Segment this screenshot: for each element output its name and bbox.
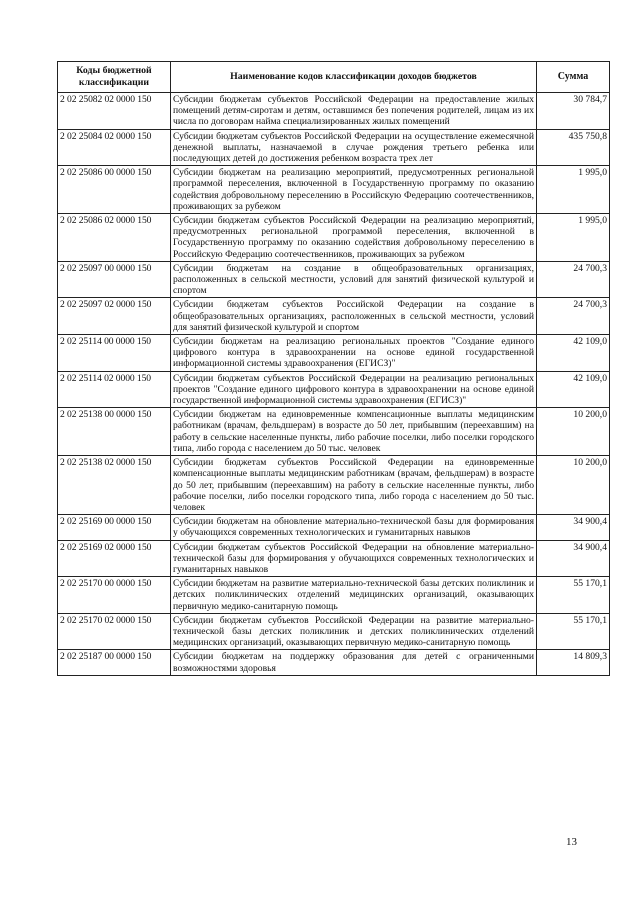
table-row: [58, 129, 610, 166]
cell-amount: 34 900,4: [537, 540, 610, 577]
cell-amount: 34 900,4: [537, 515, 610, 540]
cell-code: 2 02 25169 02 0000 150: [58, 540, 171, 577]
cell-amount: 24 700,3: [537, 261, 610, 298]
cell-name: Субсидии бюджетам на реализацию региональных проектов "Создание единого цифрового контура в здравоохранении на основе единой государственной информационной системы здравоохранения (ЕГИСЗ)": [171, 335, 537, 372]
cell-code: 2 02 25097 02 0000 150: [58, 298, 171, 335]
cell-amount: 10 200,0: [537, 456, 610, 515]
table-header-row: [58, 62, 610, 93]
cell-name: Субсидии бюджетам на единовременные компенсационные выплаты медицинским работникам (врачам, фельдшерам) в возрасте до 50 лет, прибывшим (переехавшим) на работу в сельские населенные пункты, либо рабочие поселки, либо поселки городского типа, либо города с населением до 50 тыс. человек: [171, 408, 537, 456]
table-row: [58, 93, 610, 130]
cell-code: 2 02 25097 00 0000 150: [58, 261, 171, 298]
cell-name: Субсидии бюджетам на создание в общеобразовательных организациях, расположенных в сельской местности, условий для занятий физической культурой и спортом: [171, 261, 537, 298]
cell-name: Субсидии бюджетам на поддержку образования для детей с ограниченными возможностями здоровья: [171, 650, 537, 675]
table-row: [58, 214, 610, 262]
cell-code: 2 02 25138 02 0000 150: [58, 456, 171, 515]
cell-name: Субсидии бюджетам на обновление материально-технической базы для формирования у обучающихся современных технологических и гуманитарных навыков: [171, 515, 537, 540]
cell-name: Субсидии бюджетам субъектов Российской Федерации на предоставление жилых помещений детям-сиротам и детям, оставшимся без попечения родителей, лицам из их числа по договорам найма специализированных жилых помещений: [171, 93, 537, 130]
table-body: [58, 93, 610, 676]
table-row: [58, 613, 610, 650]
cell-amount: 10 200,0: [537, 408, 610, 456]
cell-name: Субсидии бюджетам субъектов Российской Федерации на реализацию региональных проектов "Создание единого цифрового контура в здравоохранении на основе единой государственной информационной системы здравоохранения (ЕГИСЗ)": [171, 371, 537, 408]
cell-amount: 1 995,0: [537, 166, 610, 214]
cell-name: Субсидии бюджетам субъектов Российской Федерации на осуществление ежемесячной денежной выплаты, назначаемой в случае рождения третьего ребенка или последующих детей до достижения ребенком возраста трех лет: [171, 129, 537, 166]
table-row: [58, 515, 610, 540]
cell-name: Субсидии бюджетам субъектов Российской Федерации на развитие материально-технической базы детских поликлиник и детских поликлинических отделений медицинских организаций, оказывающих первичную медико-санитарную помощь: [171, 613, 537, 650]
cell-amount: 14 809,3: [537, 650, 610, 675]
cell-amount: 42 109,0: [537, 371, 610, 408]
table-row: [58, 298, 610, 335]
cell-code: 2 02 25187 00 0000 150: [58, 650, 171, 675]
cell-code: 2 02 25086 00 0000 150: [58, 166, 171, 214]
table-row: [58, 650, 610, 675]
cell-amount: 24 700,3: [537, 298, 610, 335]
table-row: [58, 261, 610, 298]
cell-code: 2 02 25084 02 0000 150: [58, 129, 171, 166]
header-code: Коды бюджетной классификации: [58, 62, 171, 93]
table-row: [58, 408, 610, 456]
cell-amount: 435 750,8: [537, 129, 610, 166]
table-row: [58, 166, 610, 214]
cell-name: Субсидии бюджетам субъектов Российской Федерации на реализацию мероприятий, предусмотренных региональной программой переселения, включенной в Государственную программу по оказанию содействия добровольному переселению в Российскую Федерацию соотечественников, проживающих за рубежом: [171, 214, 537, 262]
cell-name: Субсидии бюджетам субъектов Российской Федерации на создание в общеобразовательных организациях, расположенных в сельской местности, условий для занятий физической культурой и спортом: [171, 298, 537, 335]
budget-classification-table: [57, 61, 610, 676]
cell-amount: 55 170,1: [537, 577, 610, 614]
cell-code: 2 02 25170 02 0000 150: [58, 613, 171, 650]
table-row: [58, 577, 610, 614]
cell-code: 2 02 25169 00 0000 150: [58, 515, 171, 540]
cell-code: 2 02 25138 00 0000 150: [58, 408, 171, 456]
cell-code: 2 02 25170 00 0000 150: [58, 577, 171, 614]
cell-amount: 55 170,1: [537, 613, 610, 650]
table-row: [58, 335, 610, 372]
cell-name: Субсидии бюджетам субъектов Российской Федерации на единовременные компенсационные выплаты медицинским работникам (врачам, фельдшерам) в возрасте до 50 лет, прибывшим (переехавшим) на работу в сельские населенные пункты, либо рабочие поселки, либо поселки городского типа, либо города с населением до 50 тыс. человек: [171, 456, 537, 515]
cell-amount: 1 995,0: [537, 214, 610, 262]
header-amount: Сумма: [537, 62, 610, 93]
cell-code: 2 02 25082 02 0000 150: [58, 93, 171, 130]
table-row: [58, 371, 610, 408]
cell-code: 2 02 25114 02 0000 150: [58, 371, 171, 408]
cell-amount: 30 784,7: [537, 93, 610, 130]
cell-code: 2 02 25086 02 0000 150: [58, 214, 171, 262]
cell-name: Субсидии бюджетам на реализацию мероприятий, предусмотренных региональной программой переселения, включенной в Государственную программу по оказанию содействия добровольному переселению в Российскую Федерацию соотечественников, проживающих за рубежом: [171, 166, 537, 214]
page-number: 13: [566, 836, 577, 848]
cell-name: Субсидии бюджетам на развитие материально-технической базы детских поликлиник и детских поликлинических отделений медицинских организаций, оказывающих первичную медико-санитарную помощь: [171, 577, 537, 614]
table-row: [58, 540, 610, 577]
cell-amount: 42 109,0: [537, 335, 610, 372]
header-name: Наименование кодов классификации доходов бюджетов: [171, 62, 537, 93]
cell-code: 2 02 25114 00 0000 150: [58, 335, 171, 372]
cell-name: Субсидии бюджетам субъектов Российской Федерации на обновление материально-технической базы для формирования у обучающихся современных технологических и гуманитарных навыков: [171, 540, 537, 577]
table-row: [58, 456, 610, 515]
